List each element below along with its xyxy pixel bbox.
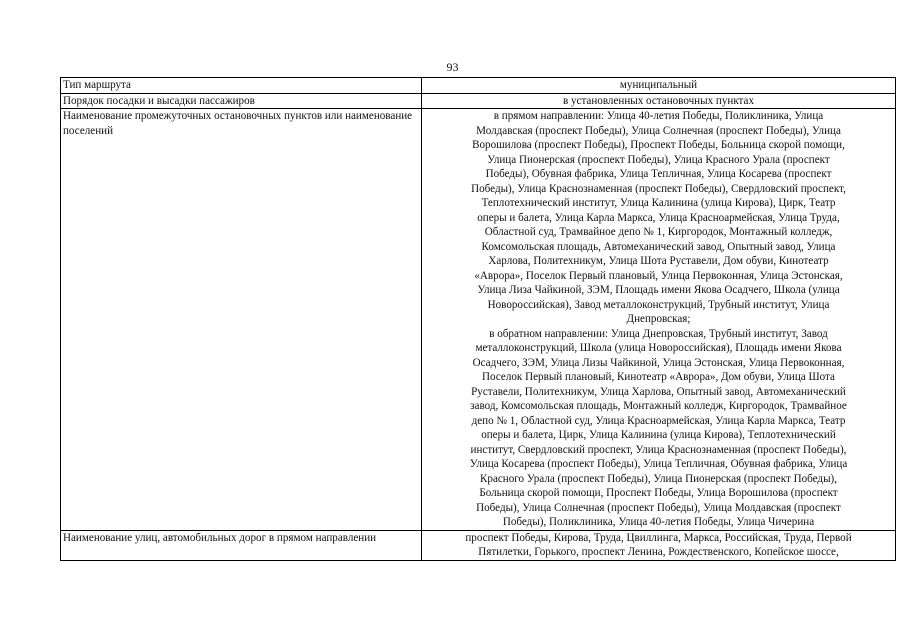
- row-value-line: Новороссийская), Завод металлоконструкций, Трубный институт, Улица: [487, 298, 830, 311]
- row-value-line: оперы и балета, Улица Карла Маркса, Улица Красноармейская, Улица Труда,: [477, 211, 840, 224]
- row-value: [422, 78, 896, 94]
- row-value: [422, 109, 896, 531]
- table-row: [61, 109, 896, 531]
- row-value-line: «Аврора», Поселок Первый плановый, Улица Первоконная, Улица Эстонская,: [474, 269, 843, 282]
- page-bottom-margin: [0, 570, 905, 640]
- row-value-line: Пятилетки, Горького, проспект Ленина, Рождественского, Копейское шоссе,: [478, 546, 839, 558]
- row-value-line: Ворошилова (проспект Победы), Проспект Победы, Больница скорой помощи,: [472, 139, 845, 151]
- row-value-line: Красного Урала (проспект Победы), Улица Пионерская (проспект Победы),: [480, 472, 837, 485]
- row-value: [422, 93, 896, 109]
- table-row: [61, 93, 896, 109]
- row-value-line: Комсомольская площадь, Автомеханический завод, Опытный завод, Улица: [481, 240, 836, 253]
- row-value-line: Харлова, Политехникум, Улица Шота Руставели, Дом обуви, Кинотеатр: [488, 255, 829, 267]
- table-row: [61, 78, 896, 94]
- row-value-line: Руставели, Политехникум, Улица Харлова, Опытный завод, Автомеханический: [471, 385, 846, 398]
- row-label: Наименование улиц, автомобильных дорог в прямом направлении: [61, 530, 422, 560]
- row-value-line: Поселок Первый плановый, Кинотеатр «Аврора», Дом обуви, Улица Шота: [482, 371, 835, 383]
- row-value-line: Днепровская;: [626, 313, 691, 325]
- row-value-line: Областной суд, Трамвайное депо № 1, Киргородок, Монтажный колледж,: [484, 226, 833, 238]
- row-value-line: Победы), Обувная фабрика, Улица Тепличная, Улица Косарева (проспект: [485, 168, 832, 180]
- row-label: Наименование промежуточных остановочных пунктов или наименование поселений: [61, 109, 422, 531]
- row-value-line: в прямом направлении: Улица 40-летия Победы, Поликлиника, Улица: [493, 110, 824, 122]
- row-label: Тип маршрута: [61, 78, 422, 94]
- row-value-line: институт, Свердловский проспект, Улица Краснознаменная (проспект Победы),: [470, 443, 847, 456]
- page-number: 93: [446, 60, 459, 74]
- row-value-line: в установленных остановочных пунктах: [562, 94, 755, 107]
- row-value-line: завод, Комсомольская площадь, Монтажный колледж, Киргородок, Трамвайное: [470, 400, 847, 412]
- row-value-line: Победы), Поликлиника, Улица 40-летия Победы, Улица Чичерина: [502, 516, 815, 528]
- row-value-line: Улица Пионерская (проспект Победы), Улица Красного Урала (проспект: [487, 153, 830, 166]
- row-value-line: металлоконструкций, Школа (улица Новороссийская), Площадь имени Якова: [475, 342, 842, 354]
- row-value-line: Больница скорой помощи, Проспект Победы, Улица Ворошилова (проспект: [479, 487, 838, 499]
- row-value-line: депо № 1, Областной суд, Улица Красноармейская, Улица Карла Маркса, Театр: [471, 414, 846, 427]
- route-table: [60, 77, 896, 561]
- row-value-line: оперы и балета, Цирк, Улица Калинина (улица Кирова), Теплотехнический: [481, 429, 836, 441]
- row-value-line: Победы), Улица Краснознаменная (проспект Победы), Свердловский проспект,: [471, 182, 846, 195]
- row-value-line: муниципальный: [619, 79, 698, 91]
- row-value-line: Победы), Улица Солнечная (проспект Победы), Улица Молдавская (проспект: [476, 501, 841, 514]
- table-row: [61, 530, 896, 560]
- row-value-line: Молдавская (проспект Победы), Улица Солнечная (проспект Победы), Улица: [476, 124, 841, 137]
- row-value-line: Осадчего, ЗЭМ, Улица Лизы Чайкиной, Улица Эстонская, Улица Первоконная,: [472, 356, 845, 369]
- row-value-line: проспект Победы, Кирова, Труда, Цвиллинга, Маркса, Российская, Труда, Первой: [465, 531, 852, 544]
- row-value-line: в обратном направлении: Улица Днепровская, Трубный институт, Завод: [489, 327, 828, 340]
- row-label: Порядок посадки и высадки пассажиров: [61, 93, 422, 109]
- row-value-line: Улица Косарева (проспект Победы), Улица Тепличная, Обувная фабрика, Улица: [469, 458, 848, 470]
- row-value: [422, 530, 896, 560]
- row-value-line: Теплотехнический институт, Улица Калинина (улица Кирова), Цирк, Театр: [481, 197, 836, 209]
- row-value-line: Улица Лиза Чайкиной, ЗЭМ, Площадь имени Якова Осадчего, Школа (улица: [477, 284, 840, 296]
